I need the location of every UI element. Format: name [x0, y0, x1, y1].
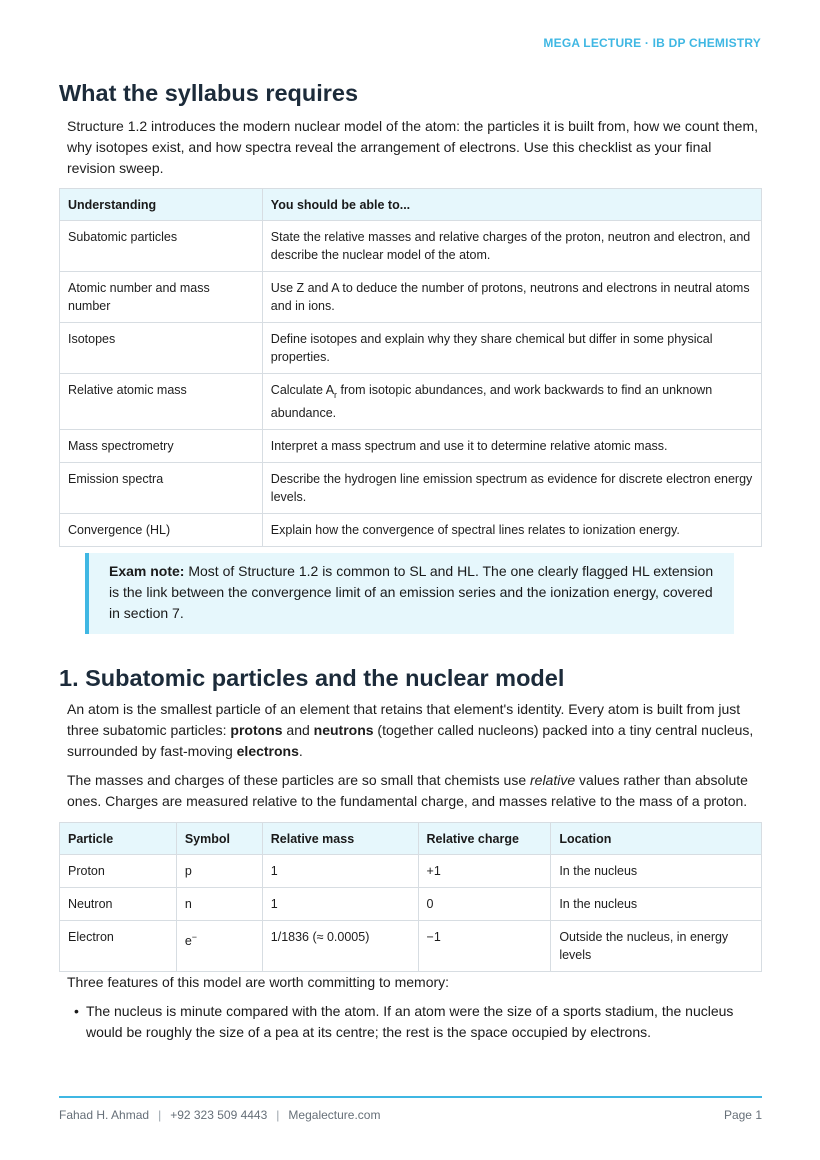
paragraph-text: The masses and charges of these particles are so small that chemists use — [67, 772, 530, 788]
table-cell: Atomic number and mass number — [60, 272, 263, 323]
paragraph: Three features of this model are worth committing to memory: — [67, 974, 450, 990]
page-content — [59, 78, 762, 1043]
syllabus-title: What the syllabus requires — [59, 80, 359, 106]
table-cell: n — [176, 888, 262, 921]
table-cell: 1/1836 (≈ 0.0005) — [262, 921, 418, 972]
table-cell: Subatomic particles — [60, 221, 263, 272]
table-header: You should be able to... — [262, 189, 761, 221]
term-relative: relative — [530, 772, 576, 788]
page-number: Page 1 — [723, 1108, 762, 1122]
table-cell — [262, 374, 761, 430]
table-cell: In the nucleus — [551, 888, 762, 921]
table-cell: Emission spectra — [60, 463, 263, 514]
footer-phone: +92 323 509 4443 — [170, 1108, 268, 1122]
term-electrons: electrons — [236, 743, 299, 759]
footer-separator: | — [276, 1108, 280, 1122]
footer-contact — [59, 1108, 380, 1122]
footer-site: Megalecture.com — [288, 1108, 381, 1122]
table-cell: Proton — [60, 855, 177, 888]
footer — [59, 1108, 762, 1122]
bullet-list — [59, 1001, 762, 1043]
table-cell: 1 — [262, 888, 418, 921]
table-cell: Relative atomic mass — [60, 374, 263, 430]
table-row — [60, 514, 762, 547]
term-neutrons: neutrons — [313, 722, 374, 738]
footer-author: Fahad H. Ahmad — [59, 1108, 150, 1122]
table-cell: −1 — [418, 921, 551, 972]
particle-table — [59, 822, 762, 972]
syllabus-intro: Structure 1.2 introduces the modern nuclear model of the atom: the particles it is built from, how we count them, why isotopes exist, and how spectra reveal the arrangement of electrons. Use this checklist as your final revision sweep. — [67, 118, 759, 176]
table-header: Particle — [60, 823, 177, 855]
table-row — [60, 888, 762, 921]
table-cell — [176, 921, 262, 972]
table-cell: +1 — [418, 855, 551, 888]
table-header-row — [60, 823, 762, 855]
table-cell: Describe the hydrogen line emission spectrum as evidence for discrete electron energy levels. — [262, 463, 761, 514]
table-cell: Explain how the convergence of spectral lines relates to ionization energy. — [262, 514, 761, 547]
subscript: r — [334, 390, 338, 400]
paragraph-text: . — [298, 743, 303, 759]
table-header: Location — [551, 823, 762, 855]
table-row — [60, 855, 762, 888]
table-cell: Neutron — [60, 888, 177, 921]
table-cell: Electron — [60, 921, 177, 972]
table-cell: State the relative masses and relative charges of the proton, neutron and electron, and describe the nuclear model of the atom. — [262, 221, 761, 272]
table-cell: Define isotopes and explain why they share chemical but differ in some physical properties. — [262, 323, 761, 374]
list-item: • The nucleus is minute compared with the atom. If an atom were the size of a sports stadium, the nucleus would be roughly the size of a pea at its centre; the rest is the space occupied by electrons. — [67, 1001, 762, 1043]
cell-text: Calculate A — [270, 383, 335, 397]
paragraph — [67, 699, 762, 762]
paragraph-text: (together called nucleons) packed into a tiny central nucleus, surrounded by fast-moving — [67, 722, 754, 759]
table-cell: p — [176, 855, 262, 888]
table-cell: 1 — [262, 855, 418, 888]
syllabus-table — [59, 188, 762, 547]
paragraph-text: An atom is the smallest particle of an element that retains that element's identity. Every atom is built from just three subatomic particles: — [67, 701, 741, 738]
term-protons: protons — [230, 722, 283, 738]
table-row — [60, 463, 762, 514]
superscript: − — [191, 932, 198, 942]
table-cell: Use Z and A to deduce the number of protons, neutrons and electrons in neutral atoms and in ions. — [262, 272, 761, 323]
table-header: Symbol — [176, 823, 262, 855]
table-cell: Mass spectrometry — [60, 430, 263, 463]
exam-note-callout — [85, 553, 734, 634]
table-header: Understanding — [60, 189, 263, 221]
paragraph-text: and — [282, 722, 314, 738]
table-cell: 0 — [418, 888, 551, 921]
table-row — [60, 272, 762, 323]
section-title: 1. Subatomic particles and the nuclear model — [59, 665, 565, 691]
table-row — [60, 221, 762, 272]
paragraph — [67, 770, 762, 812]
table-cell: Outside the nucleus, in energy levels — [551, 921, 762, 972]
header-label: MEGA LECTURE · IB DP CHEMISTRY — [543, 36, 761, 50]
footer-separator: | — [158, 1108, 162, 1122]
footer-divider — [59, 1096, 762, 1098]
symbol-text: e — [184, 934, 192, 948]
exam-note-label: Exam note: — [109, 563, 185, 579]
paragraph-text: values rather than absolute ones. Charges are measured relative to the fundamental charge, and masses relative to the mass of a proton. — [67, 772, 748, 809]
table-row — [60, 430, 762, 463]
table-cell: Convergence (HL) — [60, 514, 263, 547]
table-row — [60, 921, 762, 972]
table-cell: In the nucleus — [551, 855, 762, 888]
table-header: Relative mass — [262, 823, 418, 855]
table-header: Relative charge — [418, 823, 551, 855]
exam-note-text: Most of Structure 1.2 is common to SL and HL. The one clearly flagged HL extension is the link between the convergence limit of an emission series and the ionization energy, covered in section 7. — [109, 563, 714, 621]
table-header-row — [60, 189, 762, 221]
table-cell: Interpret a mass spectrum and use it to determine relative atomic mass. — [262, 430, 761, 463]
cell-text: from isotopic abundances, and work backwards to find an unknown abundance. — [270, 383, 713, 420]
table-cell: Isotopes — [60, 323, 263, 374]
table-row — [60, 323, 762, 374]
table-row — [60, 374, 762, 430]
